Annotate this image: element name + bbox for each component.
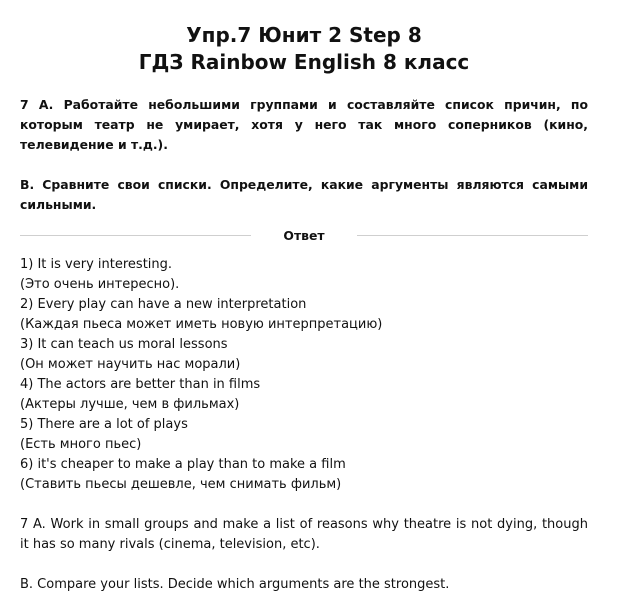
answer-label: Ответ bbox=[283, 227, 325, 243]
task-part-a-ru: 7 A. Работайте небольшими группами и составляйте список причин, по которым театр не умирает, хотя у него так много соперников (кино, телевидение и т.д.). bbox=[20, 97, 588, 152]
answer-item-ru: (Это очень интересно). bbox=[20, 277, 180, 292]
answer-divider bbox=[20, 225, 588, 245]
answer-item-en: 3) It can teach us moral lessons bbox=[20, 337, 228, 352]
answer-item-ru: (Ставить пьесы дешевле, чем снимать фильм) bbox=[20, 477, 342, 492]
answer-item-ru: (Актеры лучше, чем в фильмах) bbox=[20, 397, 240, 412]
answer-item-en: 4) The actors are better than in films bbox=[20, 377, 261, 392]
answer-item-ru: (Он может научить нас морали) bbox=[20, 357, 241, 372]
task-part-b-en: B. Compare your lists. Decide which arguments are the strongest. bbox=[20, 577, 450, 592]
divider-line-right bbox=[357, 235, 588, 236]
answer-item-en: 2) Every play can have a new interpretation bbox=[20, 297, 307, 312]
page-content bbox=[20, 0, 588, 595]
answer-item-ru: (Каждая пьеса может иметь новую интерпретацию) bbox=[20, 317, 383, 332]
answer-item-ru: (Есть много пьес) bbox=[20, 437, 142, 452]
title-line-2: ГДЗ Rainbow English 8 класс bbox=[138, 50, 470, 74]
page-title bbox=[20, 0, 588, 76]
divider-line-left bbox=[20, 235, 251, 236]
answer-item-en: 6) it's cheaper to make a play than to make a film bbox=[20, 457, 346, 472]
answer-item-en: 1) It is very interesting. bbox=[20, 257, 173, 272]
answer-list bbox=[20, 255, 588, 495]
title-line-1: Упр.7 Юнит 2 Step 8 bbox=[186, 23, 422, 47]
task-part-a-en: 7 A. Work in small groups and make a list of reasons why theatre is not dying, though it has so many rivals (cinema, television, etc). bbox=[20, 517, 588, 552]
task-part-b-ru: B. Сравните свои списки. Определите, какие аргументы являются самыми сильными. bbox=[20, 177, 588, 212]
answer-item-en: 5) There are a lot of plays bbox=[20, 417, 188, 432]
